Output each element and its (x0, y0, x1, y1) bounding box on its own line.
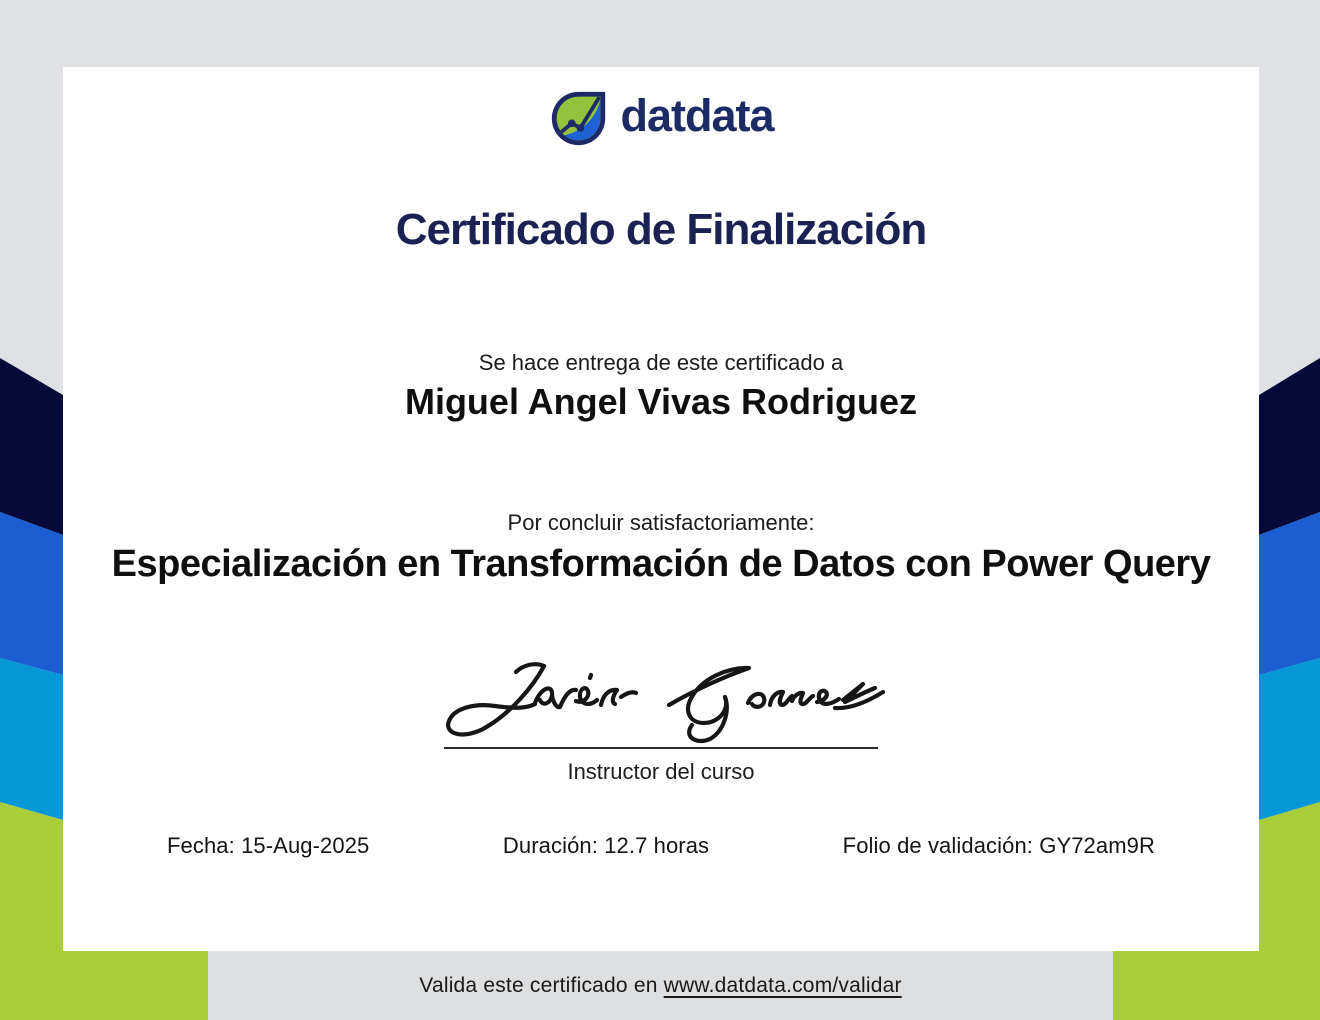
brand-wordmark: datdata (620, 90, 774, 141)
signature-line (444, 747, 878, 749)
validate-link[interactable]: www.datdata.com/validar (663, 973, 902, 997)
footer-green-left (0, 951, 208, 1020)
course-title: Especialización en Transformación de Datos con Power Query (111, 543, 1211, 585)
right-stripe-decoration (1259, 0, 1320, 1020)
presented-line: Se hace entrega de este certificado a (478, 350, 844, 375)
recipient-name: Miguel Angel Vivas Rodriguez (404, 381, 918, 422)
validate-text (419, 974, 901, 998)
meta-folio (843, 833, 1155, 859)
meta-duration-value: 12.7 horas (604, 833, 710, 858)
signature-block (431, 651, 891, 787)
footer-green-right (1113, 951, 1320, 1020)
brand-logo (548, 88, 773, 149)
left-stripe-decoration (0, 0, 63, 1020)
meta-date-label: Fecha: (167, 833, 235, 858)
meta-date (167, 833, 369, 859)
meta-folio-label: Folio de validación: (842, 833, 1034, 858)
completion-line: Por concluir satisfactoriamente: (507, 510, 815, 535)
signature-role: Instructor del curso (567, 759, 755, 784)
meta-row (63, 833, 1259, 859)
validate-label: Valida este certificado en (419, 973, 658, 997)
signature-handwriting (431, 651, 891, 747)
footer-bar (208, 951, 1113, 1020)
certificate-card (63, 67, 1259, 951)
certificate-title: Certificado de Finalización (395, 205, 927, 254)
leaf-chart-icon (548, 88, 609, 149)
meta-duration-label: Duración: (502, 833, 598, 858)
meta-date-value: 15-Aug-2025 (241, 833, 370, 858)
footer-strip (0, 951, 1320, 1020)
meta-duration (503, 833, 709, 859)
meta-folio-value: GY72am9R (1039, 833, 1155, 858)
